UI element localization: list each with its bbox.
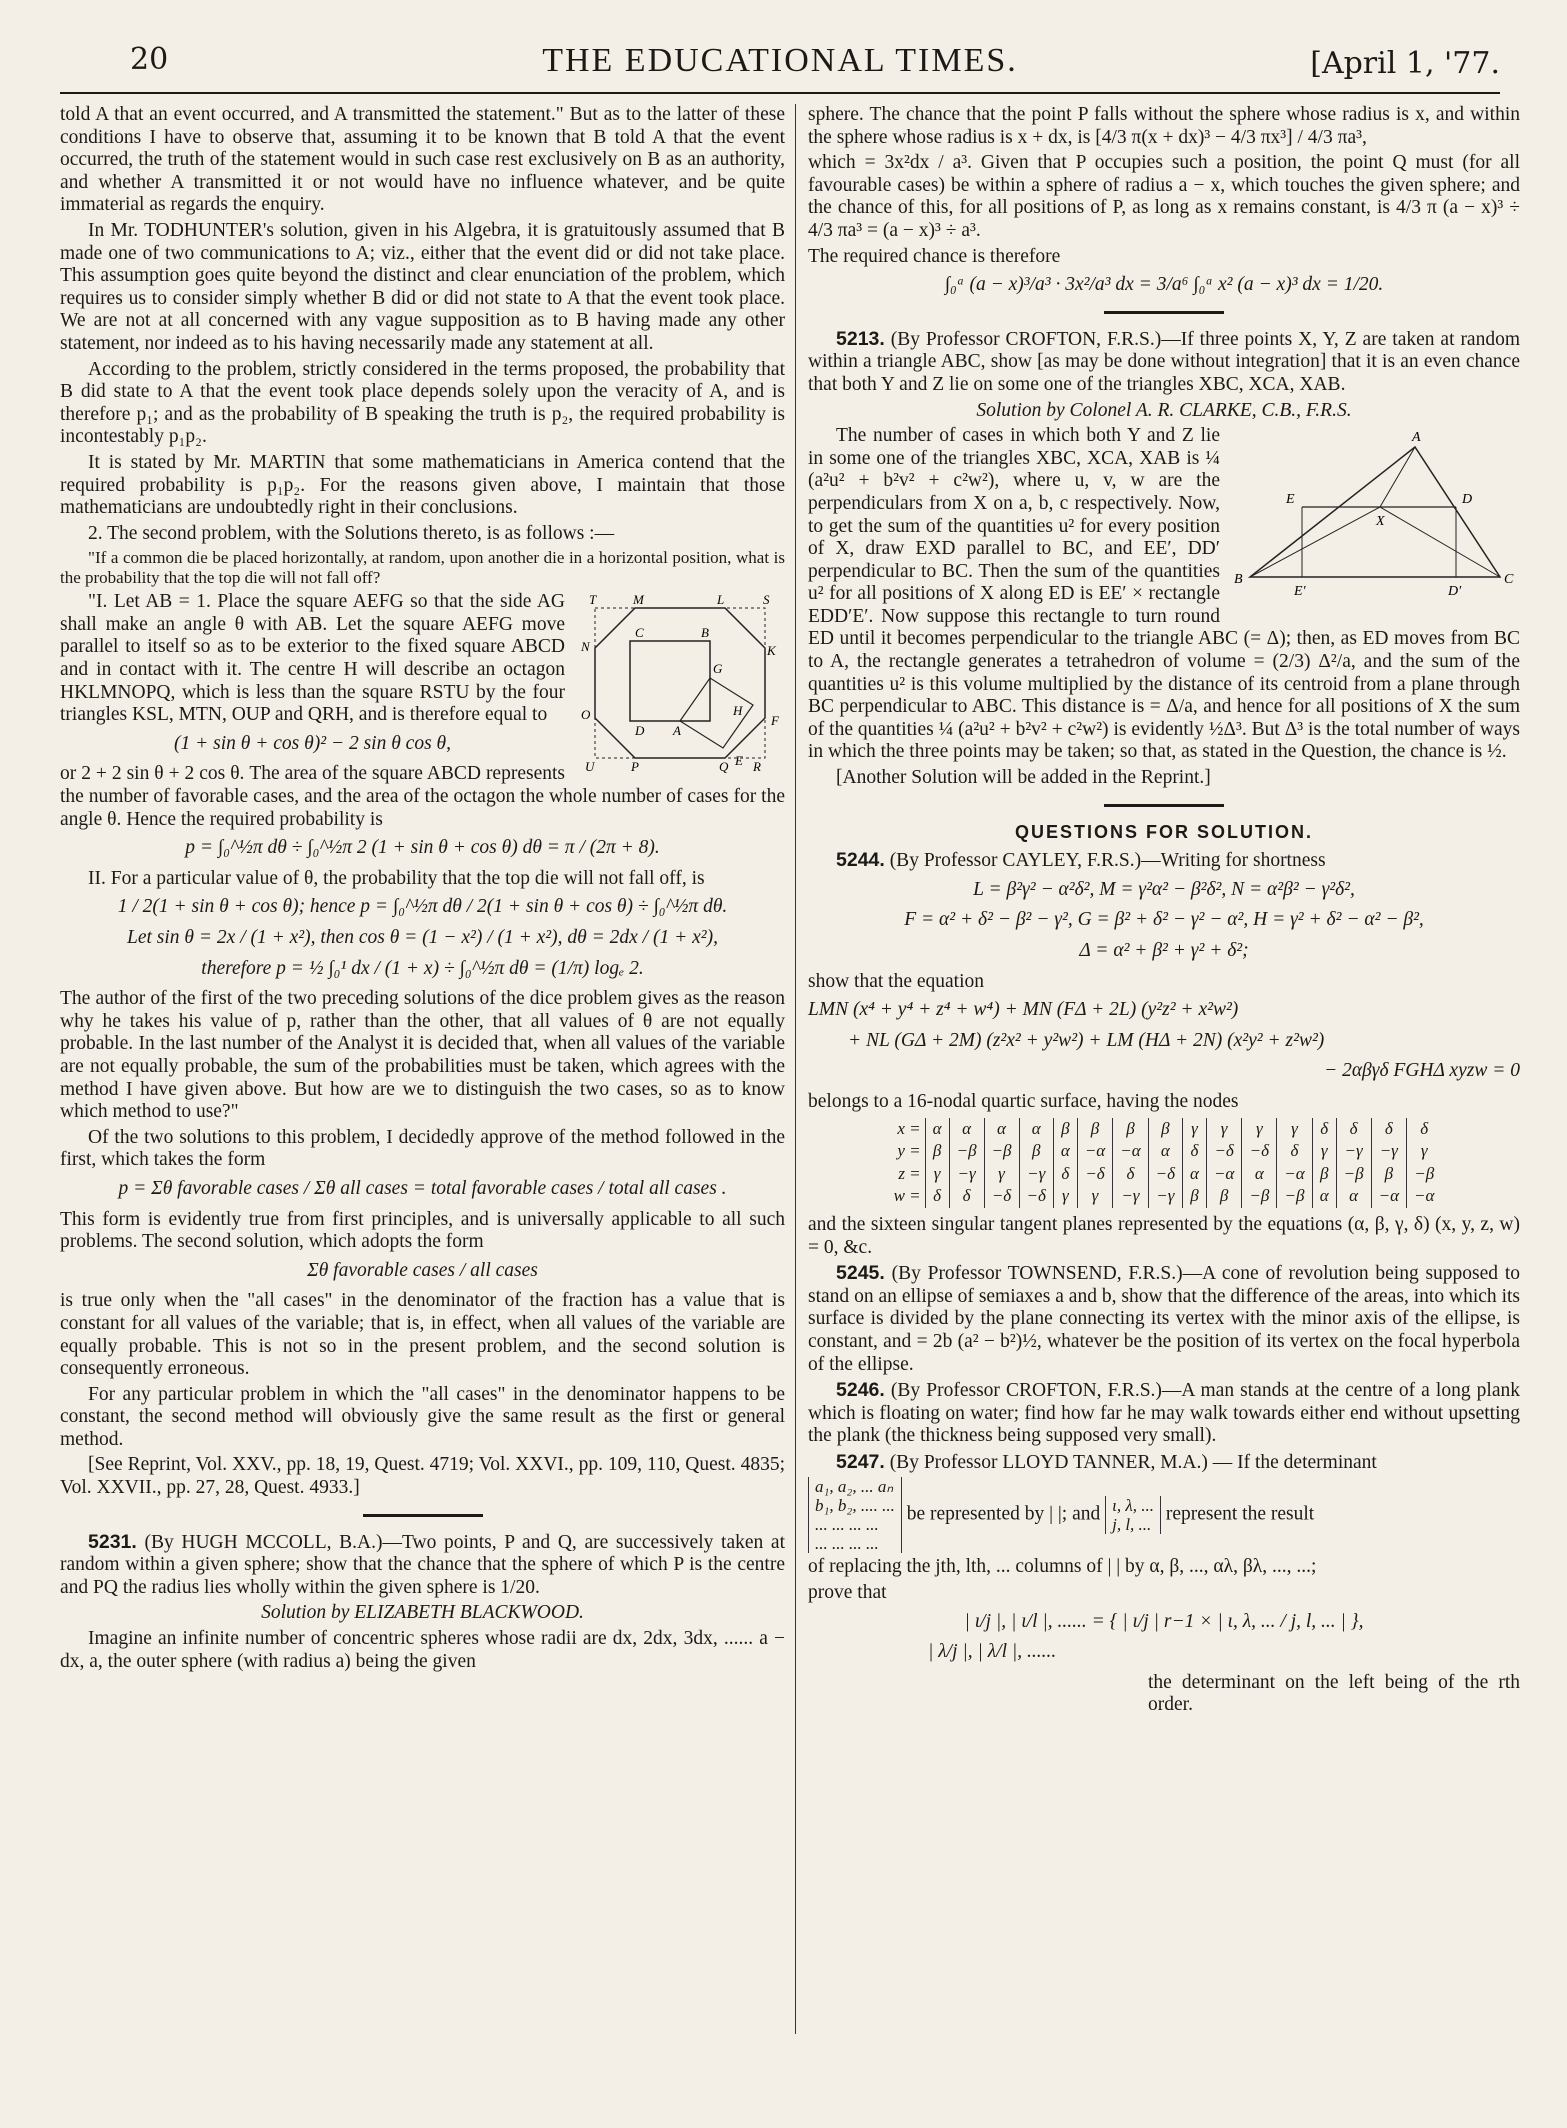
- figure-label: N: [581, 639, 590, 655]
- nodes-table: [887, 1118, 1442, 1208]
- table-cell: −δ: [984, 1185, 1019, 1208]
- equation: L = β²γ² − α²δ², M = γ²α² − β²δ², N = α²β² − γ²δ²,: [973, 878, 1355, 900]
- table-cell: β: [1312, 1163, 1336, 1186]
- table-cell: −γ: [1336, 1140, 1371, 1163]
- matrix-row: b₁, b₂, .... ...: [815, 1496, 895, 1516]
- left-column: [60, 104, 785, 1676]
- question-text: (By Professor TOWNSEND, F.R.S.)—A cone of revolution being supposed to stand on an ellipse of semiaxes a and b, show that the difference of the areas, into which its surface is divided by the plane connecting its vertex with the minor axis of the ellipse, is constant, and = 2b (a² − b²)½, whatever be the position of its vertex on the focal hyperbola of the ellipse.: [808, 1263, 1520, 1375]
- figure-label: B: [701, 625, 709, 641]
- table-cell: α: [1336, 1185, 1371, 1208]
- table-cell: −δ: [1019, 1185, 1053, 1208]
- question-text: (By HUGH MCCOLL, B.A.)—Two points, P and Q, are successively taken at random within a given sphere; show that the chance that the sphere of which P is the centre and PQ the radius lies wholly within the given sphere is 1/20.: [60, 1531, 786, 1598]
- equation: (1 + sin θ + cos θ)² − 2 sin θ cos θ,: [174, 732, 451, 754]
- right-column: [808, 104, 1520, 1720]
- table-cell: α: [949, 1118, 984, 1141]
- page-header: [60, 36, 1500, 94]
- table-cell: δ: [1053, 1163, 1077, 1186]
- paragraph: For any particular problem in which the "all cases" in the denominator happens to be constant, the second method will obviously give the same result as the first or general method.: [60, 1383, 785, 1450]
- equation: ∫₀ᵃ (a − x)³/a³ · 3x²/a³ dx = 3/a⁶ ∫₀ᵃ x² (a − x)³ dx = 1/20.: [944, 274, 1384, 296]
- section-rule: [1104, 311, 1224, 314]
- question-number: 5247.: [836, 1450, 885, 1473]
- paragraph: is true only when the "all cases" in the denominator of the fraction has a value that is constant for all values of the variable; that is, in effect, when all values of the variable are equally probable. This is not so in the present problem, and the second solution is consequently erroneous.: [60, 1290, 785, 1380]
- paragraph: sphere. The chance that the point P falls without the sphere whose radius is x, and within the sphere whose radius is x + dx, is [4/3 π(x + dx)³ − 4/3 πx³] / 4/3 πa³,: [808, 104, 1520, 148]
- figure-label: D′: [1448, 584, 1462, 600]
- table-cell: −β: [1277, 1185, 1312, 1208]
- figure-label: E′: [1294, 584, 1306, 600]
- paragraph: It is stated by Mr. MARTIN that some mathematicians in America contend that the required probability is p₁p₂. For the reasons given above, I maintain that those mathematicians are undoubtedly right in their conclusions.: [60, 451, 785, 519]
- table-cell: −γ: [1371, 1140, 1406, 1163]
- paragraph: [Another Solution will be added in the Reprint.]: [836, 767, 1211, 789]
- figure-label: A: [1412, 430, 1421, 446]
- figure-label: C: [1504, 572, 1514, 588]
- solution-author: Solution by ELIZABETH BLACKWOOD.: [261, 1602, 584, 1624]
- equation: Σθ favorable cases / all cases: [307, 1259, 538, 1281]
- paragraph: The required chance is therefore: [808, 245, 1061, 267]
- table-cell: δ: [1277, 1140, 1312, 1163]
- triangle-figure: [1230, 427, 1520, 602]
- figure-label: P: [631, 759, 639, 774]
- paragraph: In Mr. TODHUNTER's solution, given in his Algebra, it is gratuitously assumed that B made one of two communications to A; viz., either that the event did or did not take place. This assumption goes quite beyond the distinct and clear enunciation of the problem, which requires us to consider simply whether B did or did not state to A that the event took place. We are not at all concerned with any vague supposition as to B having made any other statement, nor indeed as to his having necessarily made any statement at all.: [60, 219, 785, 354]
- table-cell: −δ: [1242, 1140, 1277, 1163]
- table-cell: γ: [1277, 1118, 1312, 1141]
- determinant-matrix: [808, 1477, 902, 1553]
- equation: p = ∫₀^½π dθ ÷ ∫₀^½π 2 (1 + sin θ + cos θ) dθ = π / (2π + 8).: [185, 837, 660, 859]
- paragraph: the determinant on the left being of the rth order.: [1148, 1671, 1520, 1716]
- table-cell: −γ: [1019, 1163, 1053, 1186]
- table-cell: β: [1148, 1118, 1182, 1141]
- table-cell: γ: [1077, 1185, 1112, 1208]
- question-number: 5213.: [836, 327, 885, 350]
- figure-label: F: [771, 713, 779, 729]
- table-cell: γ: [984, 1163, 1019, 1186]
- question-text: represent the result: [1165, 1503, 1315, 1525]
- table-cell: −α: [1371, 1185, 1406, 1208]
- figure-label: O: [581, 707, 591, 723]
- figure-label: C: [635, 625, 644, 641]
- equation: p = Σθ favorable cases / Σθ all cases = total favorable cases / total all cases .: [118, 1177, 727, 1199]
- figure-label: Q: [719, 759, 729, 774]
- table-cell: −α: [1407, 1185, 1442, 1208]
- equation: Δ = α² + β² + γ² + δ²;: [1079, 940, 1249, 961]
- table-row: [887, 1140, 1442, 1163]
- table-cell: α: [1148, 1140, 1182, 1163]
- solution-author: Solution by Colonel A. R. CLARKE, C.B., F.R.S.: [976, 399, 1352, 421]
- paragraph: of replacing the jth, lth, ... columns of | | by α, β, ..., αλ, βλ, ..., ...;: [808, 1556, 1317, 1578]
- table-cell: x =: [897, 1118, 921, 1138]
- table-cell: α: [984, 1118, 1019, 1141]
- paragraph: belongs to a 16-nodal quartic surface, having the nodes: [808, 1090, 1239, 1112]
- table-cell: γ: [1053, 1185, 1077, 1208]
- table-cell: δ: [1312, 1118, 1336, 1141]
- octagon-figure: [575, 593, 785, 773]
- matrix-row: ... ... ... ...: [815, 1534, 879, 1554]
- problem-quote: "If a common die be placed horizontally, at random, upon another die in a horizontal position, what is the probability that the top die will not fall off?: [60, 548, 785, 588]
- figure-label: D: [1462, 492, 1473, 508]
- question-text: (By Professor CROFTON, F.R.S.)—If three points X, Y, Z are taken at random within a triangle ABC, show [as may be done without integration] that it is an even chance that both Y and Z lie on some one of the triangles XBC, XCA, XAB.: [808, 328, 1521, 395]
- paragraph: prove that: [808, 1582, 887, 1604]
- section-rule: [1104, 804, 1224, 807]
- equation: therefore p = ½ ∫₀¹ dx / (1 + x) ÷ ∫₀^½π dθ = (1/π) logₑ 2.: [201, 957, 644, 979]
- table-cell: γ: [1206, 1118, 1241, 1141]
- figure-label: H: [733, 703, 743, 719]
- table-row: [887, 1118, 1442, 1141]
- matrix-row: ι, λ, ...: [1112, 1496, 1154, 1516]
- triangle-abc: [1250, 447, 1500, 577]
- paragraph: Of the two solutions to this problem, I decidedly approve of the method followed in the first, which takes the form: [60, 1126, 785, 1171]
- question-text: be represented by | |; and: [906, 1503, 1101, 1525]
- figure-label: R: [753, 759, 761, 774]
- equation: | ι/j |, | ι/l |, ...... = { | ι/j | r−1 × | ι, λ, ... / j, l, ... | },: [964, 1610, 1364, 1632]
- line-cx: [1380, 507, 1500, 577]
- line-bx: [1250, 507, 1380, 577]
- question-text: (By Professor CAYLEY, F.R.S.)—Writing for shortness: [889, 850, 1326, 872]
- table-cell: −δ: [1206, 1140, 1241, 1163]
- table-cell: γ: [1312, 1140, 1336, 1163]
- table-cell: β: [925, 1140, 949, 1163]
- table-cell: β: [1206, 1185, 1241, 1208]
- table-cell: β: [1113, 1118, 1148, 1141]
- table-cell: δ: [1183, 1140, 1207, 1163]
- table-row: [887, 1163, 1442, 1186]
- equation: + NL (GΔ + 2M) (z²x² + y²w²) + LM (HΔ + 2N) (x²y² + z²w²): [848, 1029, 1325, 1051]
- paragraph: show that the equation: [808, 970, 985, 992]
- equation: Let sin θ = 2x / (1 + x²), then cos θ = (1 − x²) / (1 + x²), dθ = 2dx / (1 + x²),: [127, 927, 718, 948]
- figure-label: E: [1286, 492, 1295, 508]
- table-cell: −α: [1277, 1163, 1312, 1186]
- equation: | λ/j |, | λ/l |, ......: [928, 1641, 1057, 1663]
- line-ax: [1380, 447, 1415, 507]
- question-text: (By Professor CROFTON, F.R.S.)—A man stands at the centre of a long plank which is floating on water; find how far he may walk towards either end without upsetting the plank (the thickness being supposed very small).: [808, 1380, 1521, 1447]
- issue-date: [April 1, '77.: [1310, 46, 1500, 81]
- table-cell: α: [1019, 1118, 1053, 1141]
- table-cell: −α: [1077, 1140, 1112, 1163]
- paragraph: The author of the first of the two preceding solutions of the dice problem gives as the reason why he takes his value of p, rather than the other, that all values of θ are not equally probable. In the last number of the Analyst it is decided that, when all values of the variable are not equally probable, the sum of the probabilities must be taken, which agrees with the method I have given above. But how are we to distinguish the two cases, so as to know which method to use?": [60, 988, 785, 1123]
- table-cell: β: [1371, 1163, 1406, 1186]
- table-cell: γ: [1183, 1118, 1207, 1141]
- question-number: 5246.: [836, 1379, 885, 1402]
- figure-label: A: [673, 723, 681, 739]
- figure-label: E: [735, 753, 743, 769]
- paragraph: The number of cases in which both Y and Z lie in some one of the triangles XBC, XCA, XAB is ¼ (a²u² + b²v² + c²w²), where u, v, w are the perpendiculars from X on a, b, c respectively. Now, to get the sum of the quantities u² for every position of X, draw EXD parallel to BC, and EE′, DD′ perpendicular to BC. Then the sum of the quantities u² for all positions of X along ED is EE′ × rectangle EDD′E′. Now suppose this rectangle to turn round ED until it becomes perpendicular to the triangle ABC (= Δ); then, as ED moves from BC to A, the rectangle generates a tetrahedron of volume = (2/3) Δ²/a, and the sum of the quantities u² is this volume multiplied by the distance of its centroid from a plane through BC perpendicular to ABC. This distance is = Δ/a, and hence for all positions of X the sum of the quantities ¼ (a²u² + b²v² + c²w²) is evidently ½Δ³. But Δ³ is the total number of ways in which the three points may be taken; so that, as stated in the Question, the chance is ½.: [808, 425, 1520, 763]
- paragraph: or 2 + 2 sin θ + 2 cos θ. The area of the square ABCD represents the number of favorable cases, and the area of the octagon the whole number of cases for the angle θ. Hence the required probability is: [60, 763, 785, 830]
- figure-label: L: [717, 593, 725, 608]
- table-cell: δ: [1407, 1118, 1442, 1141]
- table-cell: δ: [1113, 1163, 1148, 1186]
- table-cell: β: [1077, 1118, 1112, 1141]
- figure-label: T: [589, 593, 597, 608]
- paragraph: II. For a particular value of θ, the probability that the top die will not fall off, is: [88, 867, 705, 889]
- column-divider: [795, 104, 796, 2034]
- table-cell: α: [1312, 1185, 1336, 1208]
- table-cell: −δ: [1148, 1163, 1182, 1186]
- matrix-row: j, l, ...: [1112, 1515, 1152, 1535]
- question-text: (By Professor LLOYD TANNER, M.A.) — If the determinant: [889, 1451, 1377, 1473]
- table-cell: −δ: [1077, 1163, 1112, 1186]
- table-cell: γ: [925, 1163, 949, 1186]
- figure-label: D: [635, 723, 645, 739]
- table-cell: α: [925, 1118, 949, 1141]
- paragraph: and the sixteen singular tangent planes represented by the equations (α, β, γ, δ) (x, y, z, w) = 0, &c.: [808, 1213, 1520, 1258]
- paragraph: According to the problem, strictly considered in the terms proposed, the probability that B did state to A that the event took place depends solely upon the veracity of A, and is therefore p₁; and as the probability of B speaking the truth is p₂, the required probability is incontestably p₁p₂.: [60, 358, 785, 448]
- question-number: 5245.: [836, 1262, 885, 1285]
- paragraph: which = 3x²dx / a³. Given that P occupies such a position, the point Q must (for all favourable cases) be within a sphere of radius a − x, which touches the given sphere; and the chance of this, for all positions of P, as long as x remains constant, is 4/3 π (a − x)³ ÷ 4/3 πa³ = (a − x)³ ÷ a³.: [808, 152, 1520, 241]
- table-cell: δ: [1371, 1118, 1406, 1141]
- table-cell: β: [1053, 1118, 1077, 1141]
- figure-label: B: [1234, 572, 1243, 588]
- page-number: 20: [130, 42, 169, 77]
- table-cell: −γ: [1113, 1185, 1148, 1208]
- figure-label: S: [763, 593, 770, 608]
- table-cell: β: [1019, 1140, 1053, 1163]
- equation: F = α² + δ² − β² − γ², G = β² + δ² − γ² − α², H = γ² + δ² − α² − β²,: [904, 909, 1424, 931]
- figure-label: M: [633, 593, 644, 608]
- equation: − 2αβγδ FGHΔ xyzw = 0: [1324, 1060, 1520, 1082]
- table-cell: α: [1183, 1163, 1207, 1186]
- paragraph: "I. Let AB = 1. Place the square AEFG so that the side AG shall make an angle θ with AB. Let the square AEFG move parallel to itself so as to be exterior to the fixed square ABCD and in contact with it. The centre H will describe an octagon HKLMNOPQ, which is less than the square RSTU by the four triangles KSL, MTN, OUP and QRH, and is therefore equal to: [60, 591, 565, 726]
- table-cell: z =: [898, 1163, 921, 1183]
- paragraph: told A that an event occurred, and A transmitted the statement." But as to the latter of these conditions I have to observe that, assuming it to be known that B told A that the event occurred, the truth of the statement would in such case rest exclusively on B as an authority, and whether A transmitted it or not would have no influence whatever, and be quite immaterial as regards the enquiry.: [60, 104, 785, 216]
- table-cell: δ: [1336, 1118, 1371, 1141]
- journal-title: THE EDUCATIONAL TIMES.: [542, 42, 1018, 79]
- table-cell: δ: [949, 1185, 984, 1208]
- table-cell: α: [1242, 1163, 1277, 1186]
- paragraph: This form is evidently true from first principles, and is universally applicable to all such problems. The second solution, which adopts the form: [60, 1208, 785, 1253]
- paragraph: Imagine an infinite number of concentric spheres whose radii are dx, 2dx, 3dx, ...... a − dx, a, the outer sphere (with radius a) being the given: [60, 1628, 785, 1672]
- equation: LMN (x⁴ + y⁴ + z⁴ + w⁴) + MN (FΔ + 2L) (y²z² + x²w²): [808, 999, 1239, 1021]
- figure-label: G: [713, 661, 723, 677]
- figure-label: U: [585, 759, 595, 774]
- table-cell: −α: [1113, 1140, 1148, 1163]
- square-abcd: [630, 641, 710, 721]
- paragraph: 2. The second problem, with the Solutions thereto, is as follows :—: [88, 522, 615, 544]
- table-cell: −γ: [1148, 1185, 1182, 1208]
- figure-label: X: [1376, 514, 1385, 530]
- table-cell: −β: [984, 1140, 1019, 1163]
- table-cell: γ: [1242, 1118, 1277, 1141]
- figure-label: K: [767, 643, 776, 659]
- matrix-row: a₁, a₂, ... aₙ: [815, 1477, 894, 1497]
- question-number: 5244.: [836, 849, 885, 872]
- table-cell: −β: [1336, 1163, 1371, 1186]
- table-cell: δ: [925, 1185, 949, 1208]
- index-matrix: [1105, 1496, 1161, 1534]
- table-cell: γ: [1407, 1140, 1442, 1163]
- table-cell: β: [1183, 1185, 1207, 1208]
- table-cell: y =: [897, 1141, 921, 1161]
- table-cell: α: [1053, 1140, 1077, 1163]
- section-heading: QUESTIONS FOR SOLUTION.: [1014, 821, 1313, 842]
- equation: 1 / 2(1 + sin θ + cos θ); hence p = ∫₀^½π dθ / 2(1 + sin θ + cos θ) ÷ ∫₀^½π dθ.: [117, 896, 728, 918]
- table-cell: −γ: [949, 1163, 984, 1186]
- table-row: [887, 1185, 1442, 1208]
- matrix-row: ... ... ... ...: [815, 1515, 879, 1535]
- table-cell: −β: [949, 1140, 984, 1163]
- table-cell: −β: [1407, 1163, 1442, 1186]
- table-cell: −β: [1242, 1185, 1277, 1208]
- section-rule: [363, 1514, 483, 1517]
- question-number: 5231.: [88, 1530, 137, 1553]
- table-cell: −α: [1206, 1163, 1241, 1186]
- paragraph: [See Reprint, Vol. XXV., pp. 18, 19, Quest. 4719; Vol. XXVI., pp. 109, 110, Quest. 4835; Vol. XXVII., pp. 27, 28, Quest. 4933.]: [60, 1454, 785, 1499]
- table-cell: w =: [893, 1186, 921, 1206]
